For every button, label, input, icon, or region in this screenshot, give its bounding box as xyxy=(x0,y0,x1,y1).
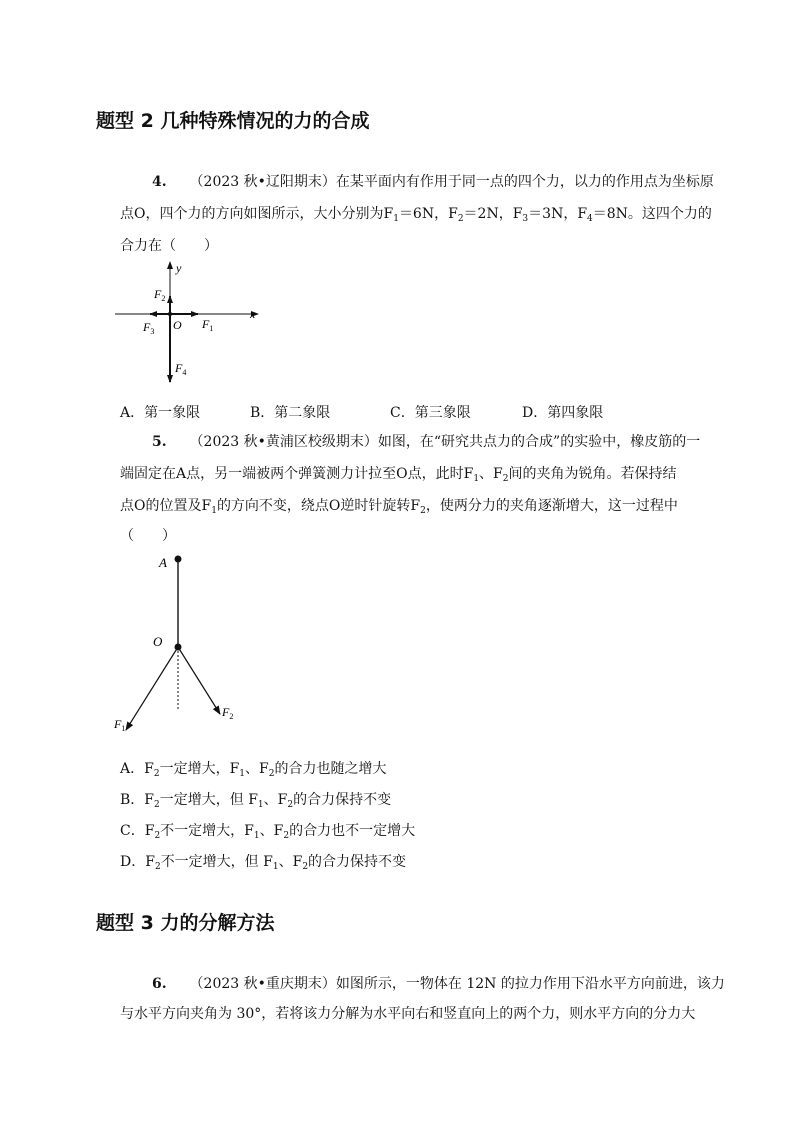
q5-line-2: 端固定在A点，另一端被两个弹簧测力计拉至O点，此时$F_1$、$F_2$间的夹角为锐角。若保持结 xyxy=(120,466,677,484)
q6-line-2: 与水平方向夹角为 30°，若将该力分解为水平向右和竖直向上的两个力，则水平方向的分力大 xyxy=(120,1006,696,1022)
q4-option-a[interactable]: A．第一象限 xyxy=(120,405,201,421)
f1-label: $F_1$ xyxy=(202,317,214,333)
q4-force-diagram xyxy=(110,258,270,388)
q5-option-b[interactable]: B．$F_2$一定增大，但 $F_1$、$F_2$的合力保持不变 xyxy=(120,792,392,810)
f4-label: $F_4$ xyxy=(175,361,187,377)
q5-force-diagram xyxy=(108,550,248,740)
f2-arrow xyxy=(178,647,220,714)
q5-option-c[interactable]: C．$F_2$不一定增大，$F_1$、$F_2$的合力也不一定增大 xyxy=(120,823,416,841)
q5-option-a[interactable]: A．$F_2$一定增大，$F_1$、$F_2$的合力也随之增大 xyxy=(120,761,387,779)
origin-label: O xyxy=(173,318,182,332)
q6-number: 6. xyxy=(152,976,167,992)
q4-option-c[interactable]: C．第三象限 xyxy=(390,405,471,421)
q5-line-3: 点O的位置及$F_1$的方向不变，绕点O逆时针旋转$F_2$，使两分力的夹角逐渐增大，这一过程中 xyxy=(120,498,678,516)
f1-label: $F_1$ xyxy=(114,717,126,733)
q6-line-1: 6. （2023 秋•重庆期末）如图所示，一物体在 12N 的拉力作用下沿水平方向前进，该力 xyxy=(152,976,725,992)
q4-option-d[interactable]: D．第四象限 xyxy=(522,405,604,421)
q5-number: 5. xyxy=(152,434,167,450)
f1-arrow xyxy=(126,647,178,730)
q4-line-3: 合力在（ ） xyxy=(120,238,218,254)
q4-line-2: 点O，四个力的方向如图所示，大小分别为$F_1=6N$，$F_2=2N$，$F_3=3N$，$F_4=8N$。这四个力的 xyxy=(120,206,712,224)
x-axis-label: x xyxy=(250,307,256,321)
label-o: O xyxy=(153,634,163,649)
f2-label: $F_2$ xyxy=(154,287,166,303)
q5-line-4: （ ） xyxy=(120,528,176,544)
q6-source: （2023 秋•重庆期末） xyxy=(189,976,336,992)
q4-number: 4. xyxy=(152,174,167,190)
origin-point xyxy=(168,312,172,316)
q4-option-b[interactable]: B．第二象限 xyxy=(250,405,331,421)
q4-source: （2023 秋•辽阳期末） xyxy=(189,174,336,190)
section-3-heading: 题型 3 力的分解方法 xyxy=(96,912,275,934)
point-a xyxy=(175,556,182,563)
q5-source: （2023 秋•黄浦区校级期末） xyxy=(189,434,378,450)
f2-label: $F_2$ xyxy=(222,705,234,721)
q4-line-1: 4. （2023 秋•辽阳期末）在某平面内有作用于同一点的四个力，以力的作用点为坐标原 xyxy=(152,174,714,190)
q5-option-d[interactable]: D．$F_2$不一定增大，但 $F_1$、$F_2$的合力保持不变 xyxy=(120,854,407,872)
label-a: A xyxy=(159,555,167,570)
section-2-heading: 题型 2 几种特殊情况的力的合成 xyxy=(96,110,370,132)
y-axis-label: y xyxy=(176,261,182,275)
q5-line-1: 5. （2023 秋•黄浦区校级期末）如图，在“研究共点力的合成”的实验中，橡皮筋的一 xyxy=(152,434,701,450)
point-o xyxy=(175,644,182,651)
f3-label: $F_3$ xyxy=(143,320,155,336)
